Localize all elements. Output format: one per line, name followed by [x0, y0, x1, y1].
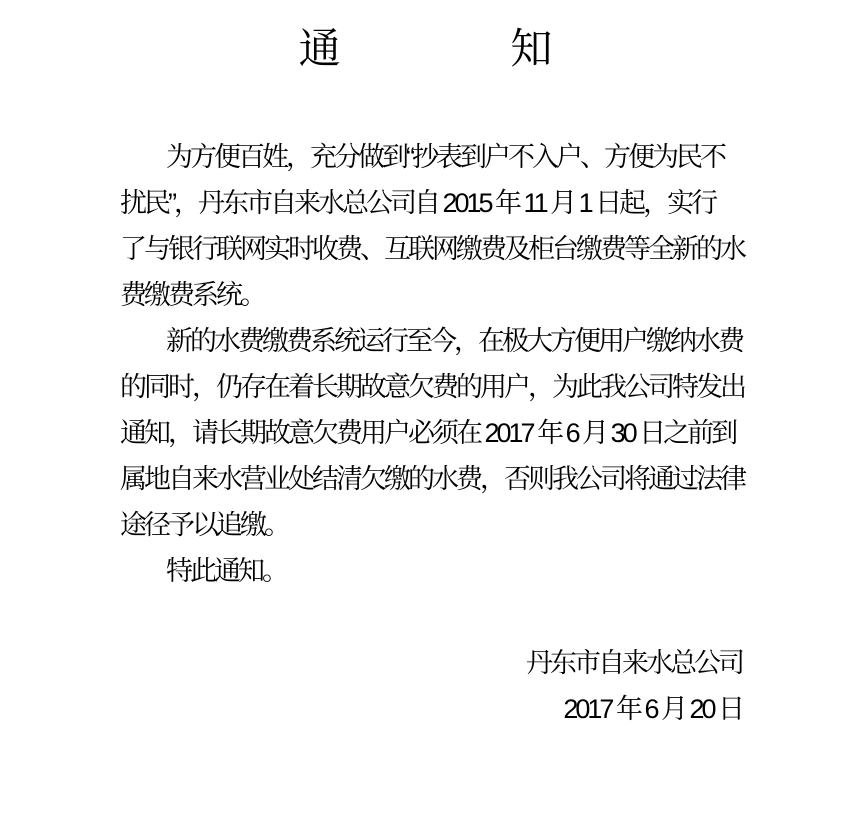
body-line: 的同时，仍存在着长期故意欠费的用户，为此我公司特发出	[120, 372, 744, 402]
body-line: 为方便百姓，充分做到“抄表到户不入户、方便为民不	[166, 142, 724, 172]
body-line: 费缴费系统。	[120, 280, 264, 310]
signature-company: 丹东市自来水总公司	[526, 648, 742, 678]
body-line: 属地自来水营业处结清欠缴的水费，否则我公司将通过法律	[120, 464, 744, 494]
body-line: 特此通知。	[166, 556, 286, 586]
blank-line-spacer	[120, 594, 742, 640]
signature-date: 2017 年 6 月 20 日	[563, 694, 742, 724]
body-line: 了与银行联网实时收费、互联网缴费及柜台缴费等全新的水	[120, 234, 744, 264]
body-line: 通知，请长期故意欠费用户必须在 2017 年 6 月 30 日之前到	[120, 418, 736, 448]
body-line: 新的水费缴费系统运行至今，在极大方便用户缴纳水费	[166, 326, 742, 356]
body-line: 扰民”，丹东市自来水总公司自 2015 年 11 月 1 日起，实行	[120, 188, 716, 218]
notice-title: 通 知	[298, 25, 553, 72]
notice-body	[120, 134, 742, 732]
body-line: 途径予以追缴。	[120, 510, 288, 540]
